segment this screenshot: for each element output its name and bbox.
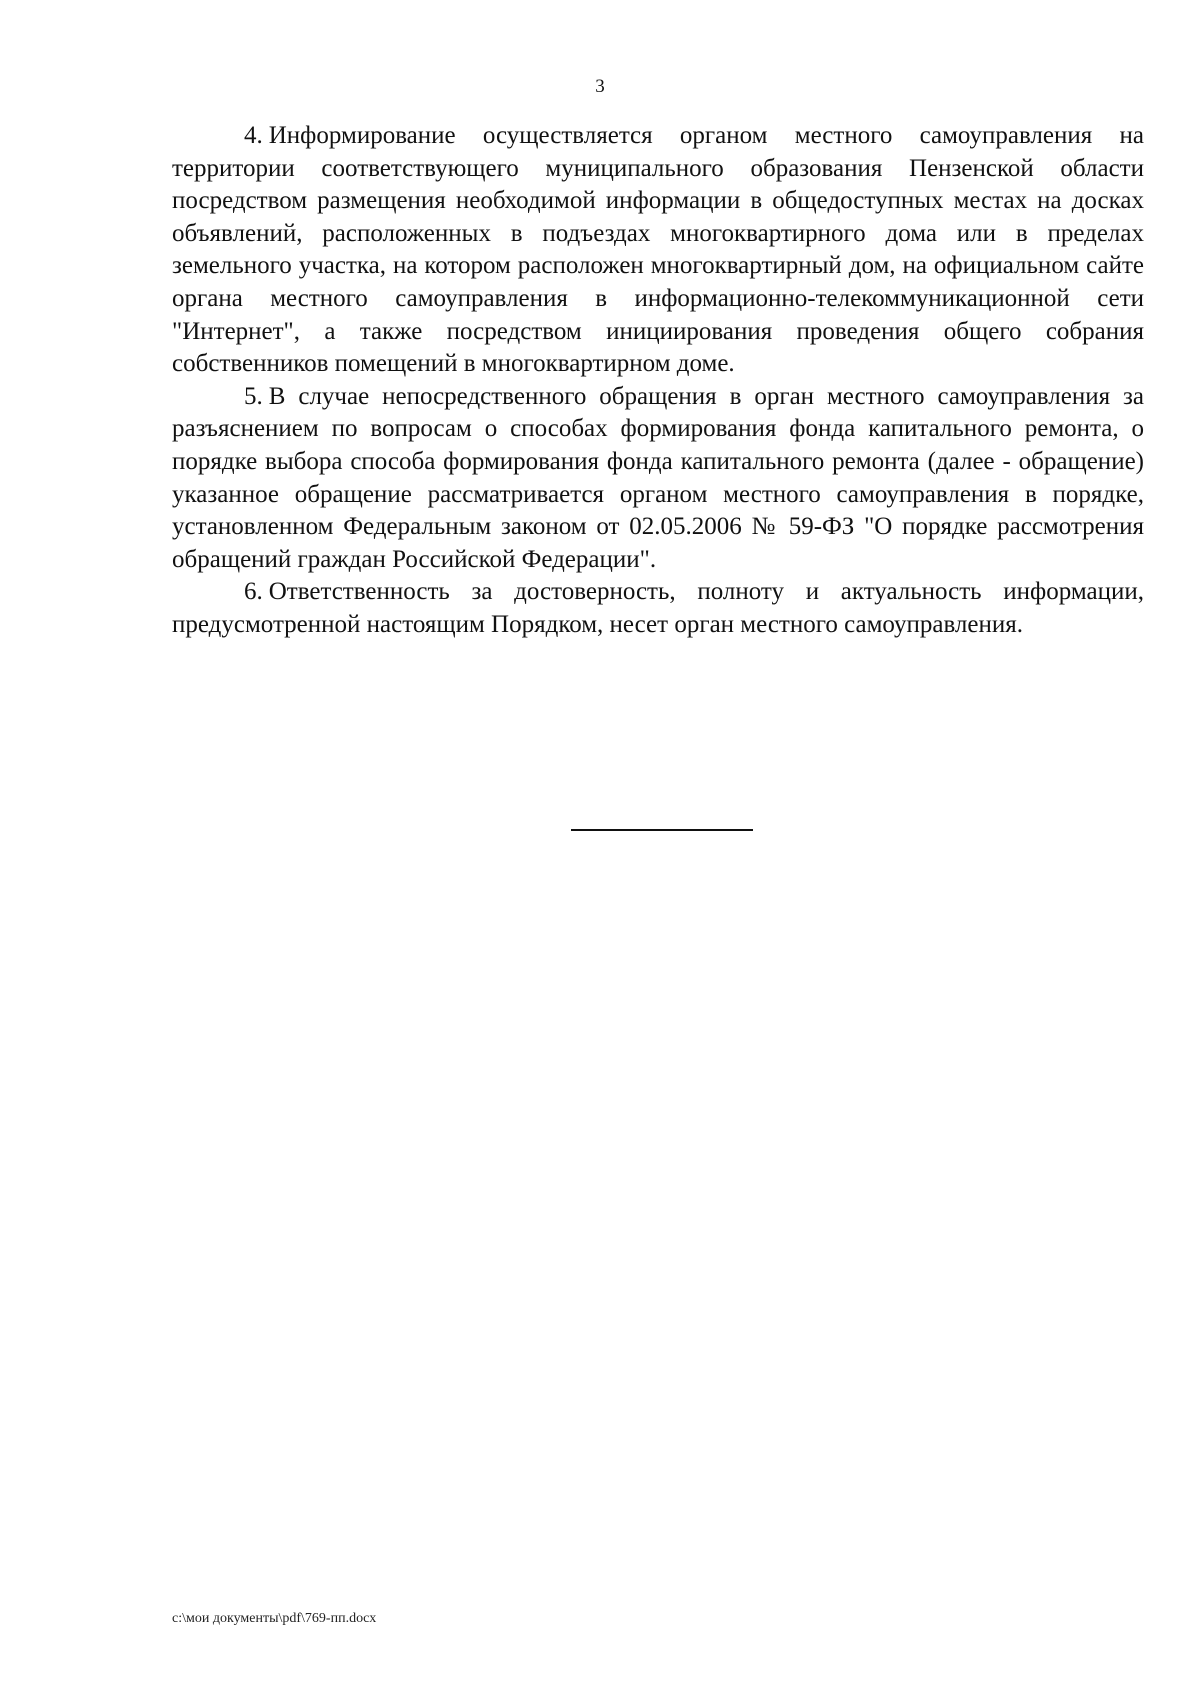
document-body — [172, 120, 1144, 642]
paragraph-number: 4. — [244, 122, 263, 149]
paragraph-number: 6. — [244, 578, 263, 606]
end-separator-line — [571, 829, 753, 831]
paragraph-4 — [172, 120, 1144, 381]
paragraph-number: 5. — [244, 382, 263, 410]
paragraph-text: Ответственность за достоверность, полноту и актуальность информации, предусмотренной настоящим Порядком, несет орган местного самоуправления. — [172, 578, 1144, 638]
page-number: 3 — [595, 76, 605, 97]
paragraph-6 — [172, 576, 1144, 641]
paragraph-5 — [172, 381, 1144, 577]
paragraph-text: Информирование осуществляется органом местного самоуправления на территории соответствующего муниципального образования Пензенской области посредством размещения необходимой информации в общедоступных местах на досках объявлений, расположенных в подъездах многоквартирного дома или в пределах земельного участка, на котором расположен многоквартирный дом, на официальном сайте органа местного самоуправления в информационно-телекоммуникационной сети "Интернет", а также посредством инициирования проведения общего собрания собственников помещений в многоквартирном доме. — [172, 122, 1144, 378]
footer-file-path: c:\мои документы\pdf\769-пп.docx — [172, 1611, 377, 1626]
paragraph-text: В случае непосредственного обращения в орган местного самоуправления за разъяснением по вопросам о способах формирования фонда капитального ремонта, о порядке выбора способа формирования фонда капитального ремонта (далее - обращение) указанное обращение рассматривается органом местного самоуправления в порядке, установленном Федеральным законом от 02.05.2006 № 59-ФЗ "О порядке рассмотрения обращений граждан Российской Федерации". — [172, 382, 1144, 573]
